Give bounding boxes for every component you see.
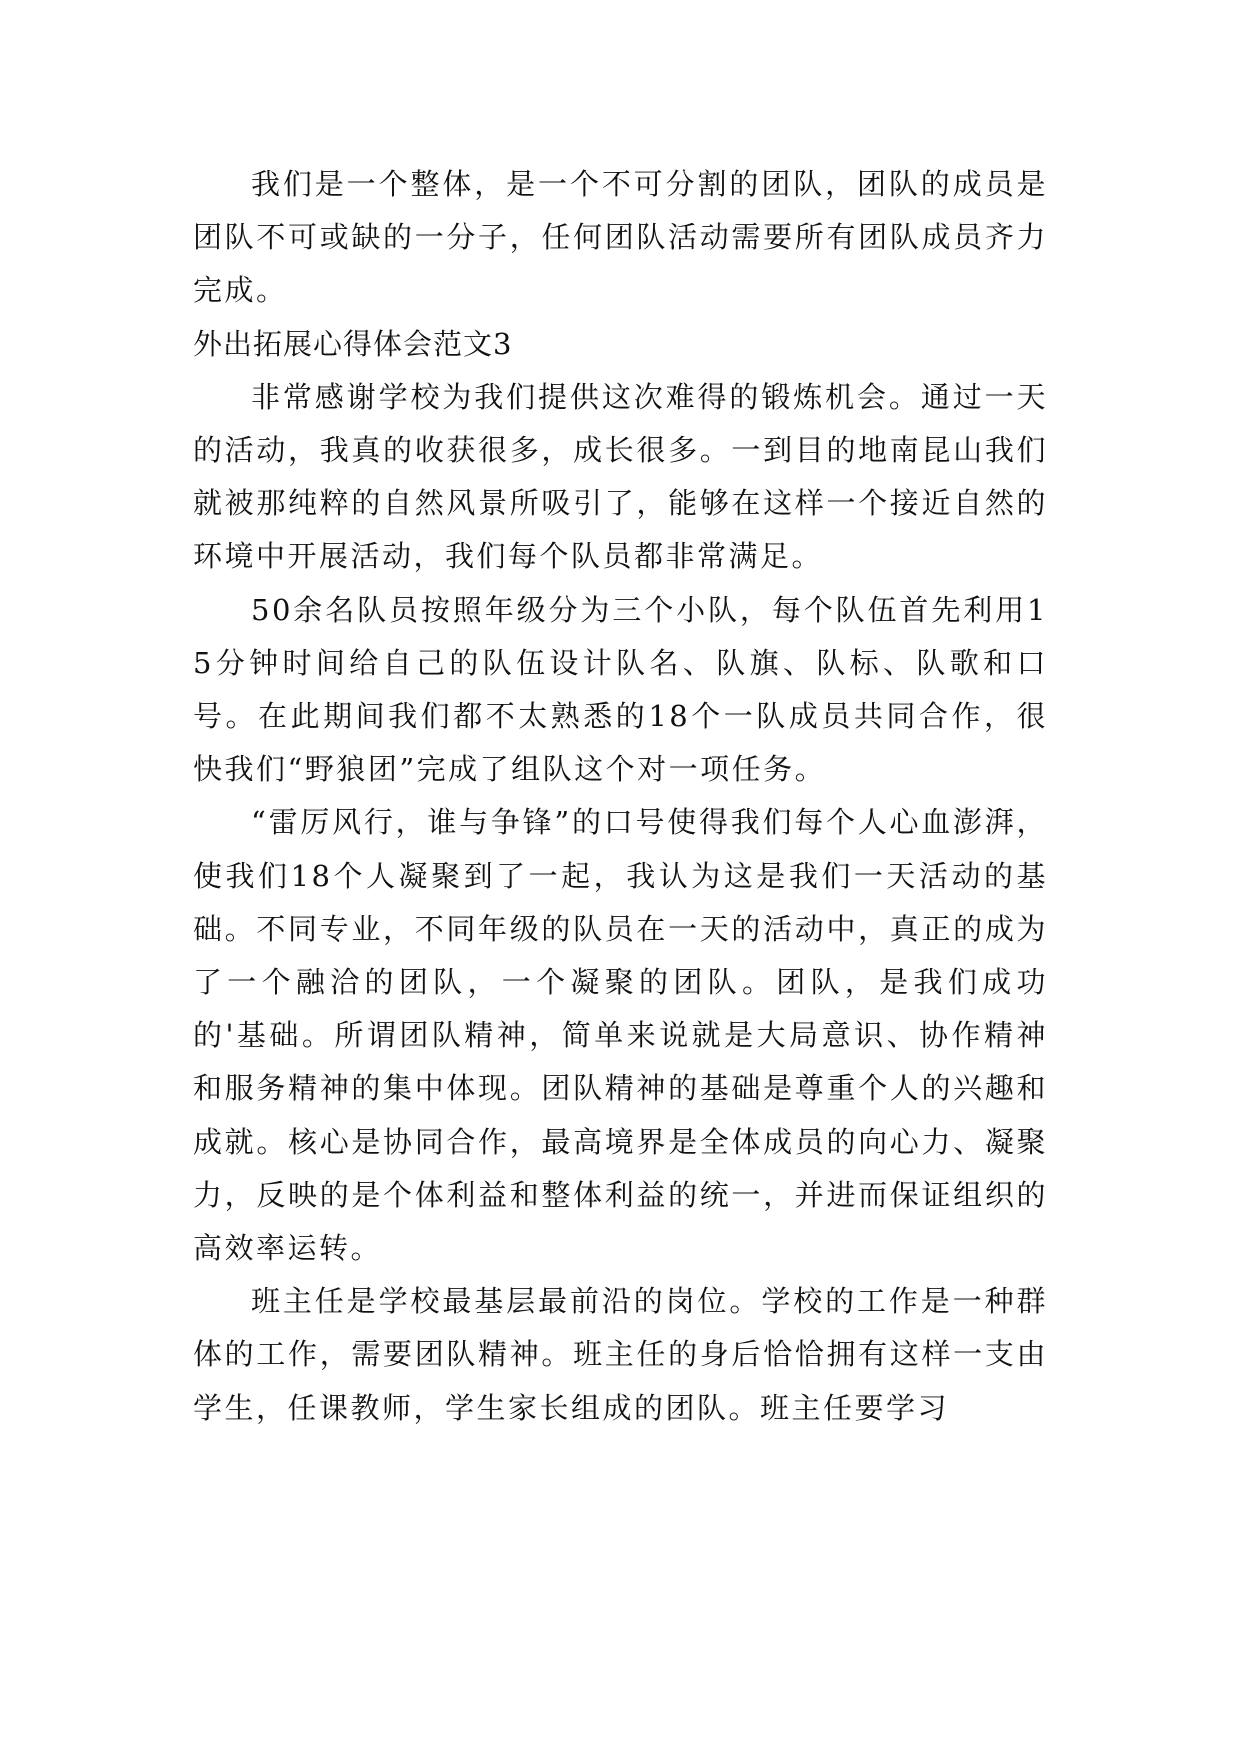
- paragraph-team-formation: 50余名队员按照年级分为三个小队，每个队伍首先利用15分钟时间给自己的队伍设计队名、队旗、队标、队歌和口号。在此期间我们都不太熟悉的18个一队成员共同合作，很快我们“野狼团”完成了组队这个对一项任务。: [193, 592, 1048, 787]
- paragraph-team-whole: 我们是一个整体，是一个不可分割的团队，团队的成员是团队不可或缺的一分子，任何团队活动需要所有团队成员齐力完成。: [193, 167, 1048, 308]
- paragraph-team-spirit: “雷厉风行，谁与争锋”的口号使得我们每个人心血澎湃，使我们18个人凝聚到了一起，我认为这是我们一天活动的基础。不同专业，不同年级的队员在一天的活动中，真正的成为了一个融洽的团队，一个凝聚的团队。团队，是我们成功的'基础。所谓团队精神，简单来说就是大局意识、协作精神和服务精神的集中体现。团队精神的基础是尊重个人的兴趣和成就。核心是协同合作，最高境界是全体成员的向心力、凝聚力，反映的是个体利益和整体利益的统一，并进而保证组织的高效率运转。: [193, 805, 1048, 1266]
- paragraph-head-teacher: 班主任是学校最基层最前沿的岗位。学校的工作是一种群体的工作，需要团队精神。班主任的身后恰恰拥有这样一支由学生，任课教师，学生家长组成的团队。班主任要学习: [193, 1284, 1048, 1425]
- document-body: [193, 158, 1048, 1435]
- paragraph-thanks-school: 非常感谢学校为我们提供这次难得的锻炼机会。通过一天的活动，我真的收获很多，成长很多。一到目的地南昆山我们就被那纯粹的自然风景所吸引了，能够在这样一个接近自然的环境中开展活动，我们每个队员都非常满足。: [193, 379, 1048, 574]
- section-heading: 外出拓展心得体会范文3: [193, 326, 513, 361]
